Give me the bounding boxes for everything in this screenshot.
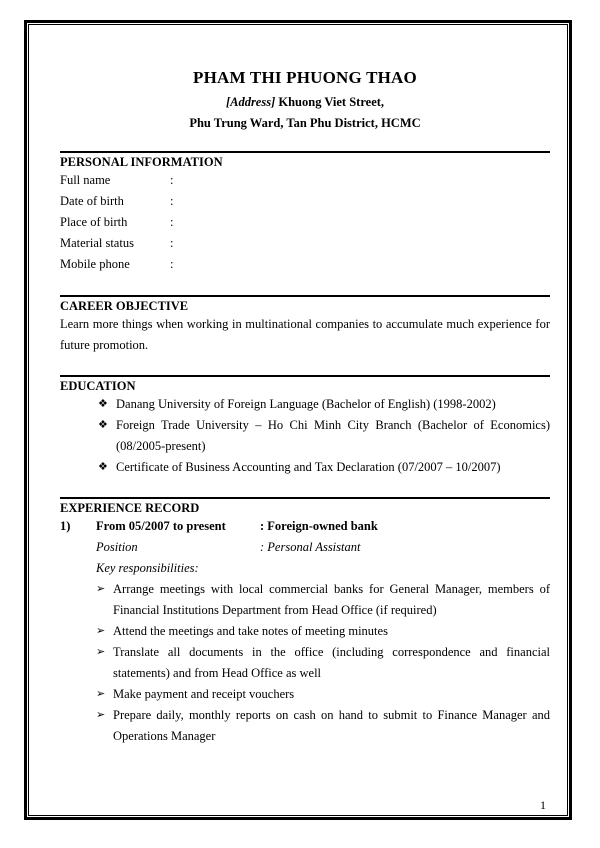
field-label: Material status [60, 236, 134, 250]
list-item: ➢ Prepare daily, monthly reports on cash on hand to submit to Finance Manager and Operations Manager [96, 705, 550, 747]
entry-company: : Foreign-owned bank [260, 519, 378, 533]
list-item: ❖ Danang University of Foreign Language (Bachelor of English) (1998-2002) [98, 394, 550, 415]
address-street: Khuong Viet Street, [275, 95, 385, 109]
education-section [60, 375, 550, 478]
field-label: Mobile phone [60, 257, 130, 271]
diamond-bullet-icon: ❖ [98, 461, 108, 473]
arrow-bullet-icon: ➢ [96, 625, 106, 637]
experience-entry-header [60, 516, 550, 537]
duties-list [60, 579, 550, 747]
field-date-of-birth: Date of birth : [60, 191, 550, 212]
experience-entry-position [60, 537, 550, 558]
personal-information-section [60, 151, 550, 275]
section-heading-education: EDUCATION [60, 375, 550, 394]
position-value: : Personal Assistant [260, 540, 361, 554]
section-heading-objective: CAREER OBJECTIVE [60, 295, 550, 314]
address-tag: [Address] [225, 95, 276, 109]
arrow-bullet-icon: ➢ [96, 688, 106, 700]
field-place-of-birth: Place of birth : [60, 212, 550, 233]
list-item: ➢ Translate all documents in the office (including correspondence and financial statements) and from Head Office as well [96, 642, 550, 684]
section-heading-experience: EXPERIENCE RECORD [60, 497, 550, 516]
list-item: ➢ Attend the meetings and take notes of meeting minutes [96, 621, 550, 642]
field-label: Date of birth [60, 194, 124, 208]
field-material-status: Material status : [60, 233, 550, 254]
field-label: Full name [60, 173, 111, 187]
education-list [60, 394, 550, 478]
list-item: ➢ Arrange meetings with local commercial banks for General Manager, members of Financial Institutions Department from Head Office (if required) [96, 579, 550, 621]
responsibilities-label: Key responsibilities: [96, 561, 199, 575]
field-mobile-phone: Mobile phone : [60, 254, 550, 275]
diamond-bullet-icon: ❖ [98, 398, 108, 410]
experience-section [60, 497, 550, 747]
field-label: Place of birth [60, 215, 128, 229]
position-label: Position [96, 540, 138, 554]
address-line-1 [60, 92, 550, 113]
list-item: ➢ Make payment and receipt vouchers [96, 684, 550, 705]
page-number: 1 [540, 798, 546, 812]
arrow-bullet-icon: ➢ [96, 709, 106, 721]
diamond-bullet-icon: ❖ [98, 419, 108, 431]
resume-document [60, 68, 550, 747]
section-heading-personal: PERSONAL INFORMATION [60, 151, 550, 170]
candidate-name: PHAM THI PHUONG THAO [193, 68, 417, 87]
list-item: ❖ Foreign Trade University – Ho Chi Minh City Branch (Bachelor of Economics) (08/2005-present) [98, 415, 550, 457]
field-full-name: Full name : [60, 170, 550, 191]
objective-text: Learn more things when working in multinational companies to accumulate much experience for future promotion. [60, 317, 550, 352]
arrow-bullet-icon: ➢ [96, 646, 106, 658]
address-line-2: Phu Trung Ward, Tan Phu District, HCMC [189, 116, 421, 130]
entry-number: 1) [60, 519, 71, 533]
career-objective-section [60, 295, 550, 356]
entry-period: From 05/2007 to present [96, 519, 226, 533]
arrow-bullet-icon: ➢ [96, 583, 106, 595]
list-item: ❖ Certificate of Business Accounting and Tax Declaration (07/2007 – 10/2007) [98, 457, 550, 478]
